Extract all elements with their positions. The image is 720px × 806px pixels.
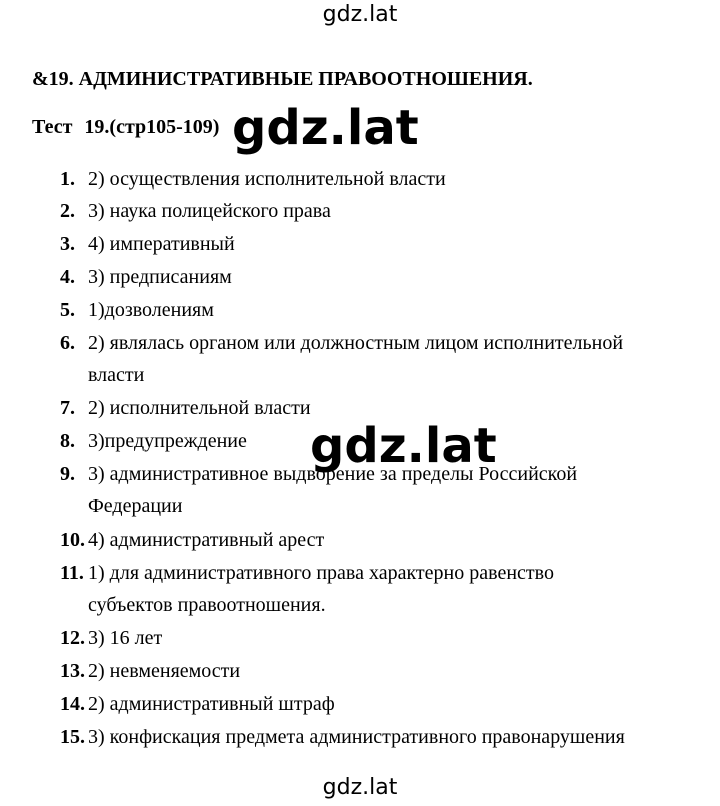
answer-text: 2) административный штраф [88, 693, 335, 715]
answer-number: 9. [60, 463, 75, 485]
answer-item-4 [60, 261, 700, 293]
answer-text: 3) наука полицейского права [88, 200, 331, 222]
answer-item-2 [60, 195, 700, 227]
answer-item-1 [60, 163, 700, 195]
answer-item-5 [60, 294, 700, 326]
answer-number: 8. [60, 430, 75, 452]
answer-number: 7. [60, 397, 75, 419]
answer-text: 4) административный арест [88, 529, 325, 551]
answer-text: 3) административное выдворение за пределы Российской [88, 463, 578, 485]
watermark-large-middle: gdz.lat [310, 418, 497, 474]
answer-text: 3)предупреждение [88, 430, 247, 452]
answer-number: 2. [60, 200, 75, 222]
answer-number: 15. [60, 726, 85, 748]
answer-continuation: Федерации [88, 495, 183, 517]
answer-text: 3) конфискация предмета административного правонарушения [88, 726, 625, 748]
answer-item-10 [60, 524, 700, 556]
answer-item-11 [60, 557, 700, 621]
answer-number: 11. [60, 562, 84, 584]
answer-continuation: власти [88, 364, 145, 386]
answer-text: 4) императивный [88, 233, 235, 255]
test-label: Тест [32, 116, 73, 138]
answer-continuation: субъектов правоотношения. [88, 594, 326, 616]
answer-item-14 [60, 688, 700, 720]
answer-number: 6. [60, 332, 75, 354]
answer-number: 5. [60, 299, 75, 321]
answer-text: 1)дозволениям [88, 299, 214, 321]
answer-number: 3. [60, 233, 75, 255]
answer-text: 3) предписаниям [88, 266, 232, 288]
answer-text: 2) являлась органом или должностным лицом исполнительной [88, 332, 624, 354]
answer-text: 2) исполнительной власти [88, 397, 311, 419]
answer-text: 2) невменяемости [88, 660, 241, 682]
answer-item-12 [60, 622, 700, 654]
answer-number: 14. [60, 693, 85, 715]
answer-item-3 [60, 228, 700, 260]
answer-item-6 [60, 327, 700, 391]
watermark-bottom: gdz.lat [322, 775, 398, 800]
answer-number: 12. [60, 627, 85, 649]
watermark-large-upper: gdz.lat [232, 100, 419, 156]
test-reference: 19.(стр105-109) [84, 116, 220, 138]
answer-number: 13. [60, 660, 85, 682]
answer-text: 2) осуществления исполнительной власти [88, 168, 446, 190]
answer-item-13 [60, 655, 700, 687]
answer-number: 10. [60, 529, 85, 551]
answer-text: 1) для административного права характерно равенство [88, 562, 554, 584]
answer-number: 1. [60, 168, 75, 190]
answer-text: 3) 16 лет [88, 627, 163, 649]
answer-item-15 [60, 721, 700, 753]
watermark-top: gdz.lat [322, 2, 398, 27]
answer-number: 4. [60, 266, 75, 288]
section-title: &19. АДМИНИСТРАТИВНЫЕ ПРАВООТНОШЕНИЯ. [32, 68, 533, 90]
